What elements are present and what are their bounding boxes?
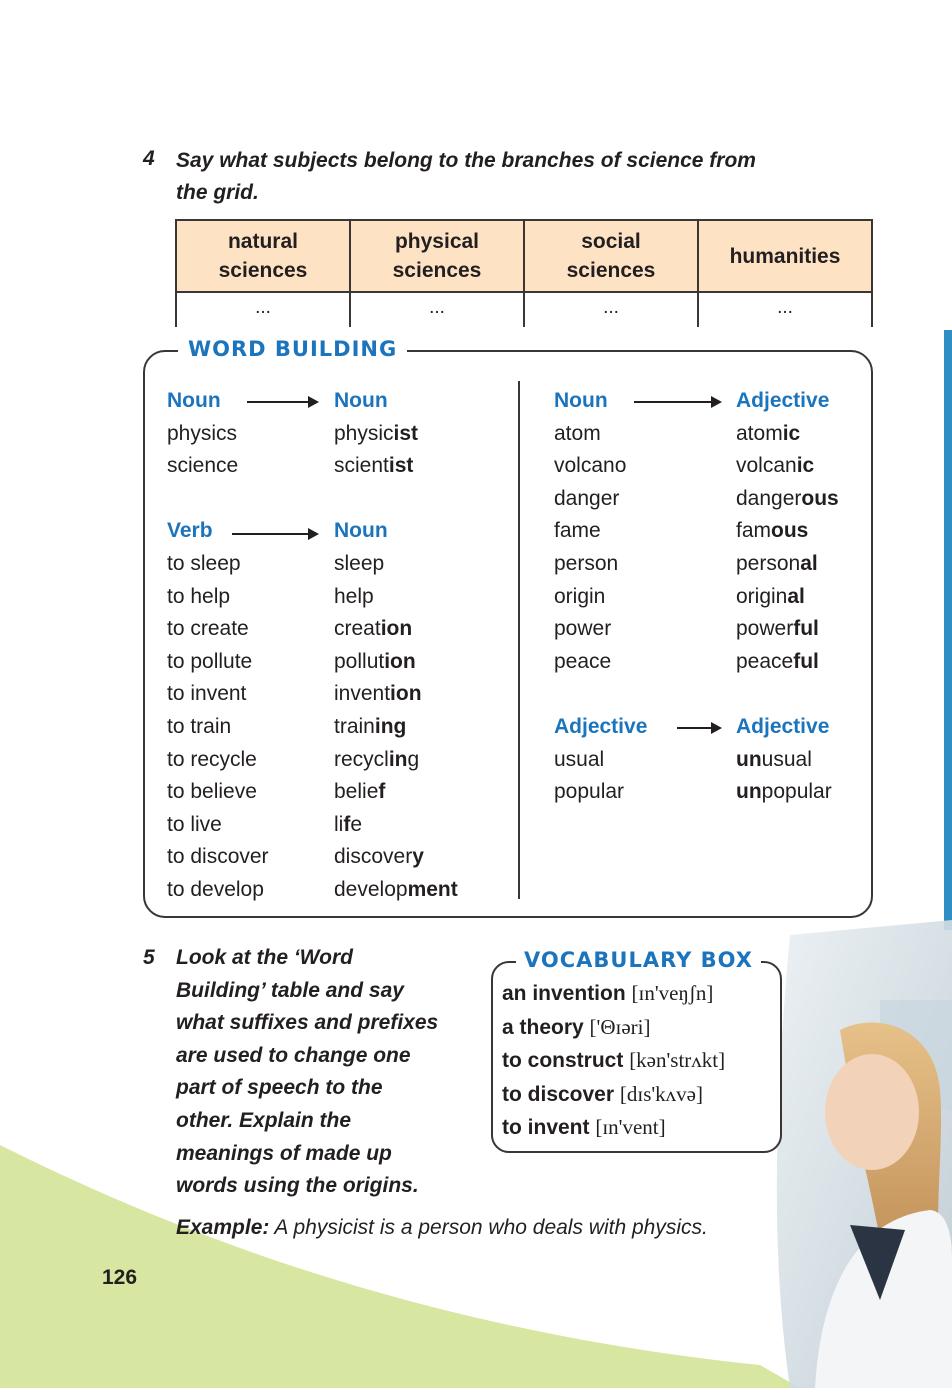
stem: help	[334, 584, 374, 608]
task-5-line: what suffixes and prefixes	[176, 1011, 439, 1035]
suffix: in	[388, 747, 408, 771]
suffix: ion	[380, 617, 413, 641]
base-word: atom	[554, 421, 601, 445]
stem: pollut	[334, 649, 385, 673]
section-3-to-heading: Adjective	[736, 389, 830, 412]
spacer	[554, 678, 647, 711]
vocabulary-transcription: [kən'strʌkt]	[629, 1048, 726, 1073]
task-5-instruction	[176, 942, 438, 1203]
base-word: to create	[167, 617, 249, 641]
derived-word	[334, 613, 458, 646]
spacer	[167, 483, 269, 516]
vocabulary-item	[502, 977, 725, 1011]
arrow-icon	[677, 727, 720, 729]
student-photo	[777, 920, 952, 1388]
vocabulary-transcription: ['Θɪəri]	[589, 1014, 651, 1039]
section-2-from-heading: Verb	[167, 519, 213, 543]
suffix: ist	[393, 421, 419, 445]
word-building-derived-column-left	[334, 385, 458, 907]
base-word: to help	[167, 584, 231, 608]
derived-word	[736, 646, 839, 679]
base-word: power	[554, 617, 612, 641]
example-sentence	[176, 1216, 708, 1240]
grid-cell: ...	[175, 293, 349, 327]
stem: invent	[334, 682, 391, 706]
stem: fam	[736, 519, 772, 543]
suffix: ful	[793, 617, 819, 641]
vocabulary-term: to discover	[502, 1082, 615, 1106]
task-5-line: part of speech to the	[176, 1076, 383, 1100]
prefix: un	[736, 780, 762, 804]
grid-header-humanities	[697, 221, 871, 291]
derived-word	[334, 776, 458, 809]
derived-word	[334, 678, 458, 711]
grid-header-text: sciences	[218, 259, 308, 282]
derived-word	[736, 613, 839, 646]
derived-word	[736, 744, 839, 777]
base-word: usual	[554, 747, 605, 771]
spacer	[736, 678, 839, 711]
task-4-instruction	[176, 145, 756, 209]
stem-tail: g	[407, 747, 420, 771]
suffix: al	[800, 551, 818, 575]
derived-word	[334, 744, 458, 777]
example-text: A physicist is a person who deals with physics.	[269, 1216, 708, 1239]
base-word: popular	[554, 780, 625, 804]
grid-cell: ...	[349, 293, 523, 327]
grid-header-social-sciences	[523, 221, 697, 291]
derived-word	[334, 450, 458, 483]
base-word: to pollute	[167, 649, 253, 673]
section-1-from-heading: Noun	[167, 389, 221, 412]
grid-header-text: sciences	[566, 259, 656, 282]
stem: li	[334, 812, 344, 836]
task-5-number: 5	[143, 946, 155, 969]
grid-header-text: humanities	[729, 244, 841, 268]
grid-header-text: social	[581, 230, 641, 253]
page-number: 126	[102, 1266, 138, 1289]
derived-word	[334, 418, 458, 451]
derived-word	[736, 581, 839, 614]
base-word: to develop	[167, 877, 264, 901]
base-word: physics	[167, 421, 238, 445]
task-5-line: other. Explain the	[176, 1108, 352, 1132]
derived-word	[736, 450, 839, 483]
task-5-line: Building’ table and say	[176, 978, 404, 1002]
suffix: ic	[796, 454, 815, 478]
word-building-derived-column-right	[736, 385, 839, 809]
vocabulary-transcription: [ɪn'vent]	[595, 1115, 666, 1140]
base-word: person	[554, 551, 619, 575]
derived-word	[736, 776, 839, 809]
base-word: to invent	[167, 682, 247, 706]
base-word: to recycle	[167, 747, 257, 771]
derived-word	[334, 874, 458, 907]
vocabulary-transcription: [ɪn'veŋʃn]	[631, 981, 714, 1005]
suffix: ion	[384, 649, 416, 673]
vocabulary-item	[502, 1044, 725, 1078]
derived-word	[334, 646, 458, 679]
suffix: ist	[388, 454, 414, 478]
grid-cell: ...	[697, 293, 873, 327]
section-2-to-heading: Noun	[334, 519, 388, 543]
derived-word	[334, 548, 458, 581]
derived-word	[736, 483, 839, 516]
stem: atom	[736, 421, 783, 445]
task-4-number: 4	[143, 147, 155, 170]
base-word: volcano	[554, 454, 627, 478]
section-1-to-heading: Noun	[334, 389, 388, 412]
grid-blank-row	[175, 293, 873, 327]
word-building-base-column-left	[167, 385, 269, 907]
stem: volcan	[736, 454, 797, 478]
stem: origin	[736, 584, 788, 608]
grid-header-physical-sciences	[349, 221, 523, 291]
section-4-from-heading: Adjective	[554, 714, 648, 738]
science-branches-grid	[175, 219, 873, 327]
grid-header-natural-sciences	[177, 221, 349, 291]
stem: popular	[761, 780, 832, 804]
grid-cell: ...	[523, 293, 697, 327]
base-word: to discover	[167, 845, 269, 869]
spacer	[334, 483, 458, 516]
task-4-line-1: Say what subjects belong to the branches of science from	[176, 149, 756, 172]
grid-header-text: physical	[394, 230, 480, 253]
stem: physic	[334, 421, 394, 445]
vocabulary-list	[502, 977, 725, 1145]
vocabulary-item	[502, 1011, 725, 1045]
derived-word	[334, 841, 458, 874]
stem: danger	[736, 486, 802, 510]
task-5-line: Look at the ‘Word	[176, 946, 353, 969]
stem: discover	[334, 845, 413, 869]
section-3-from-heading: Noun	[554, 389, 608, 412]
word-building-title: WORD BUILDING	[178, 337, 407, 361]
stem: develop	[334, 877, 408, 901]
grid-header-text: natural	[227, 230, 298, 253]
task-5-line: are used to change one	[176, 1043, 411, 1067]
base-word: origin	[554, 584, 606, 608]
stem: peace	[736, 649, 794, 673]
suffix: y	[412, 845, 424, 869]
stem: power	[736, 617, 794, 641]
derived-word	[334, 809, 458, 842]
vocabulary-item	[502, 1078, 725, 1112]
column-divider	[518, 381, 520, 899]
word-building-base-column-right	[554, 385, 647, 809]
base-word: danger	[554, 486, 620, 510]
derived-word	[736, 515, 839, 548]
grid-header-text: sciences	[392, 259, 482, 282]
stem-tail: e	[350, 812, 363, 836]
base-word: fame	[554, 519, 601, 543]
stem: recycl	[334, 747, 389, 771]
prefix: un	[736, 747, 762, 771]
base-word: to believe	[167, 780, 257, 804]
base-word: science	[167, 454, 239, 478]
suffix: ing	[374, 714, 407, 738]
vocabulary-term: a theory	[502, 1015, 584, 1039]
base-word: to train	[167, 714, 232, 738]
vocabulary-box-title: VOCABULARY BOX	[516, 948, 761, 972]
stem: scient	[334, 454, 389, 478]
derived-word	[736, 548, 839, 581]
suffix: ion	[390, 682, 422, 706]
task-4-line-2: the grid.	[176, 181, 259, 204]
vocabulary-term: to construct	[502, 1049, 624, 1073]
suffix: al	[787, 584, 805, 608]
derived-word	[334, 581, 458, 614]
stem: usual	[761, 747, 812, 771]
stem: creat	[334, 617, 381, 641]
stem: person	[736, 551, 801, 575]
suffix: ful	[793, 649, 819, 673]
suffix: f	[378, 780, 386, 804]
task-5-line: words using the origins.	[176, 1174, 419, 1198]
example-label: Example:	[176, 1216, 270, 1239]
vocabulary-term: to invent	[502, 1116, 590, 1140]
right-edge-stripe	[944, 330, 952, 930]
derived-word	[334, 711, 458, 744]
suffix: ic	[782, 421, 801, 445]
section-4-to-heading: Adjective	[736, 714, 830, 738]
vocabulary-term: an invention	[502, 982, 626, 1005]
base-word: to live	[167, 812, 222, 836]
suffix: ment	[407, 877, 458, 901]
derived-word	[736, 418, 839, 451]
suffix: ous	[771, 519, 809, 543]
stem: sleep	[334, 551, 385, 575]
stem: belie	[334, 780, 379, 804]
grid-header-row	[175, 219, 873, 293]
vocabulary-transcription: [dɪs'kʌvə]	[619, 1081, 703, 1106]
suffix: ous	[801, 486, 839, 510]
base-word: peace	[554, 649, 612, 673]
stem: train	[334, 714, 375, 738]
suffix: f	[343, 812, 351, 836]
task-5-line: meanings of made up	[176, 1141, 392, 1165]
base-word: to sleep	[167, 551, 241, 575]
vocabulary-item	[502, 1111, 725, 1145]
